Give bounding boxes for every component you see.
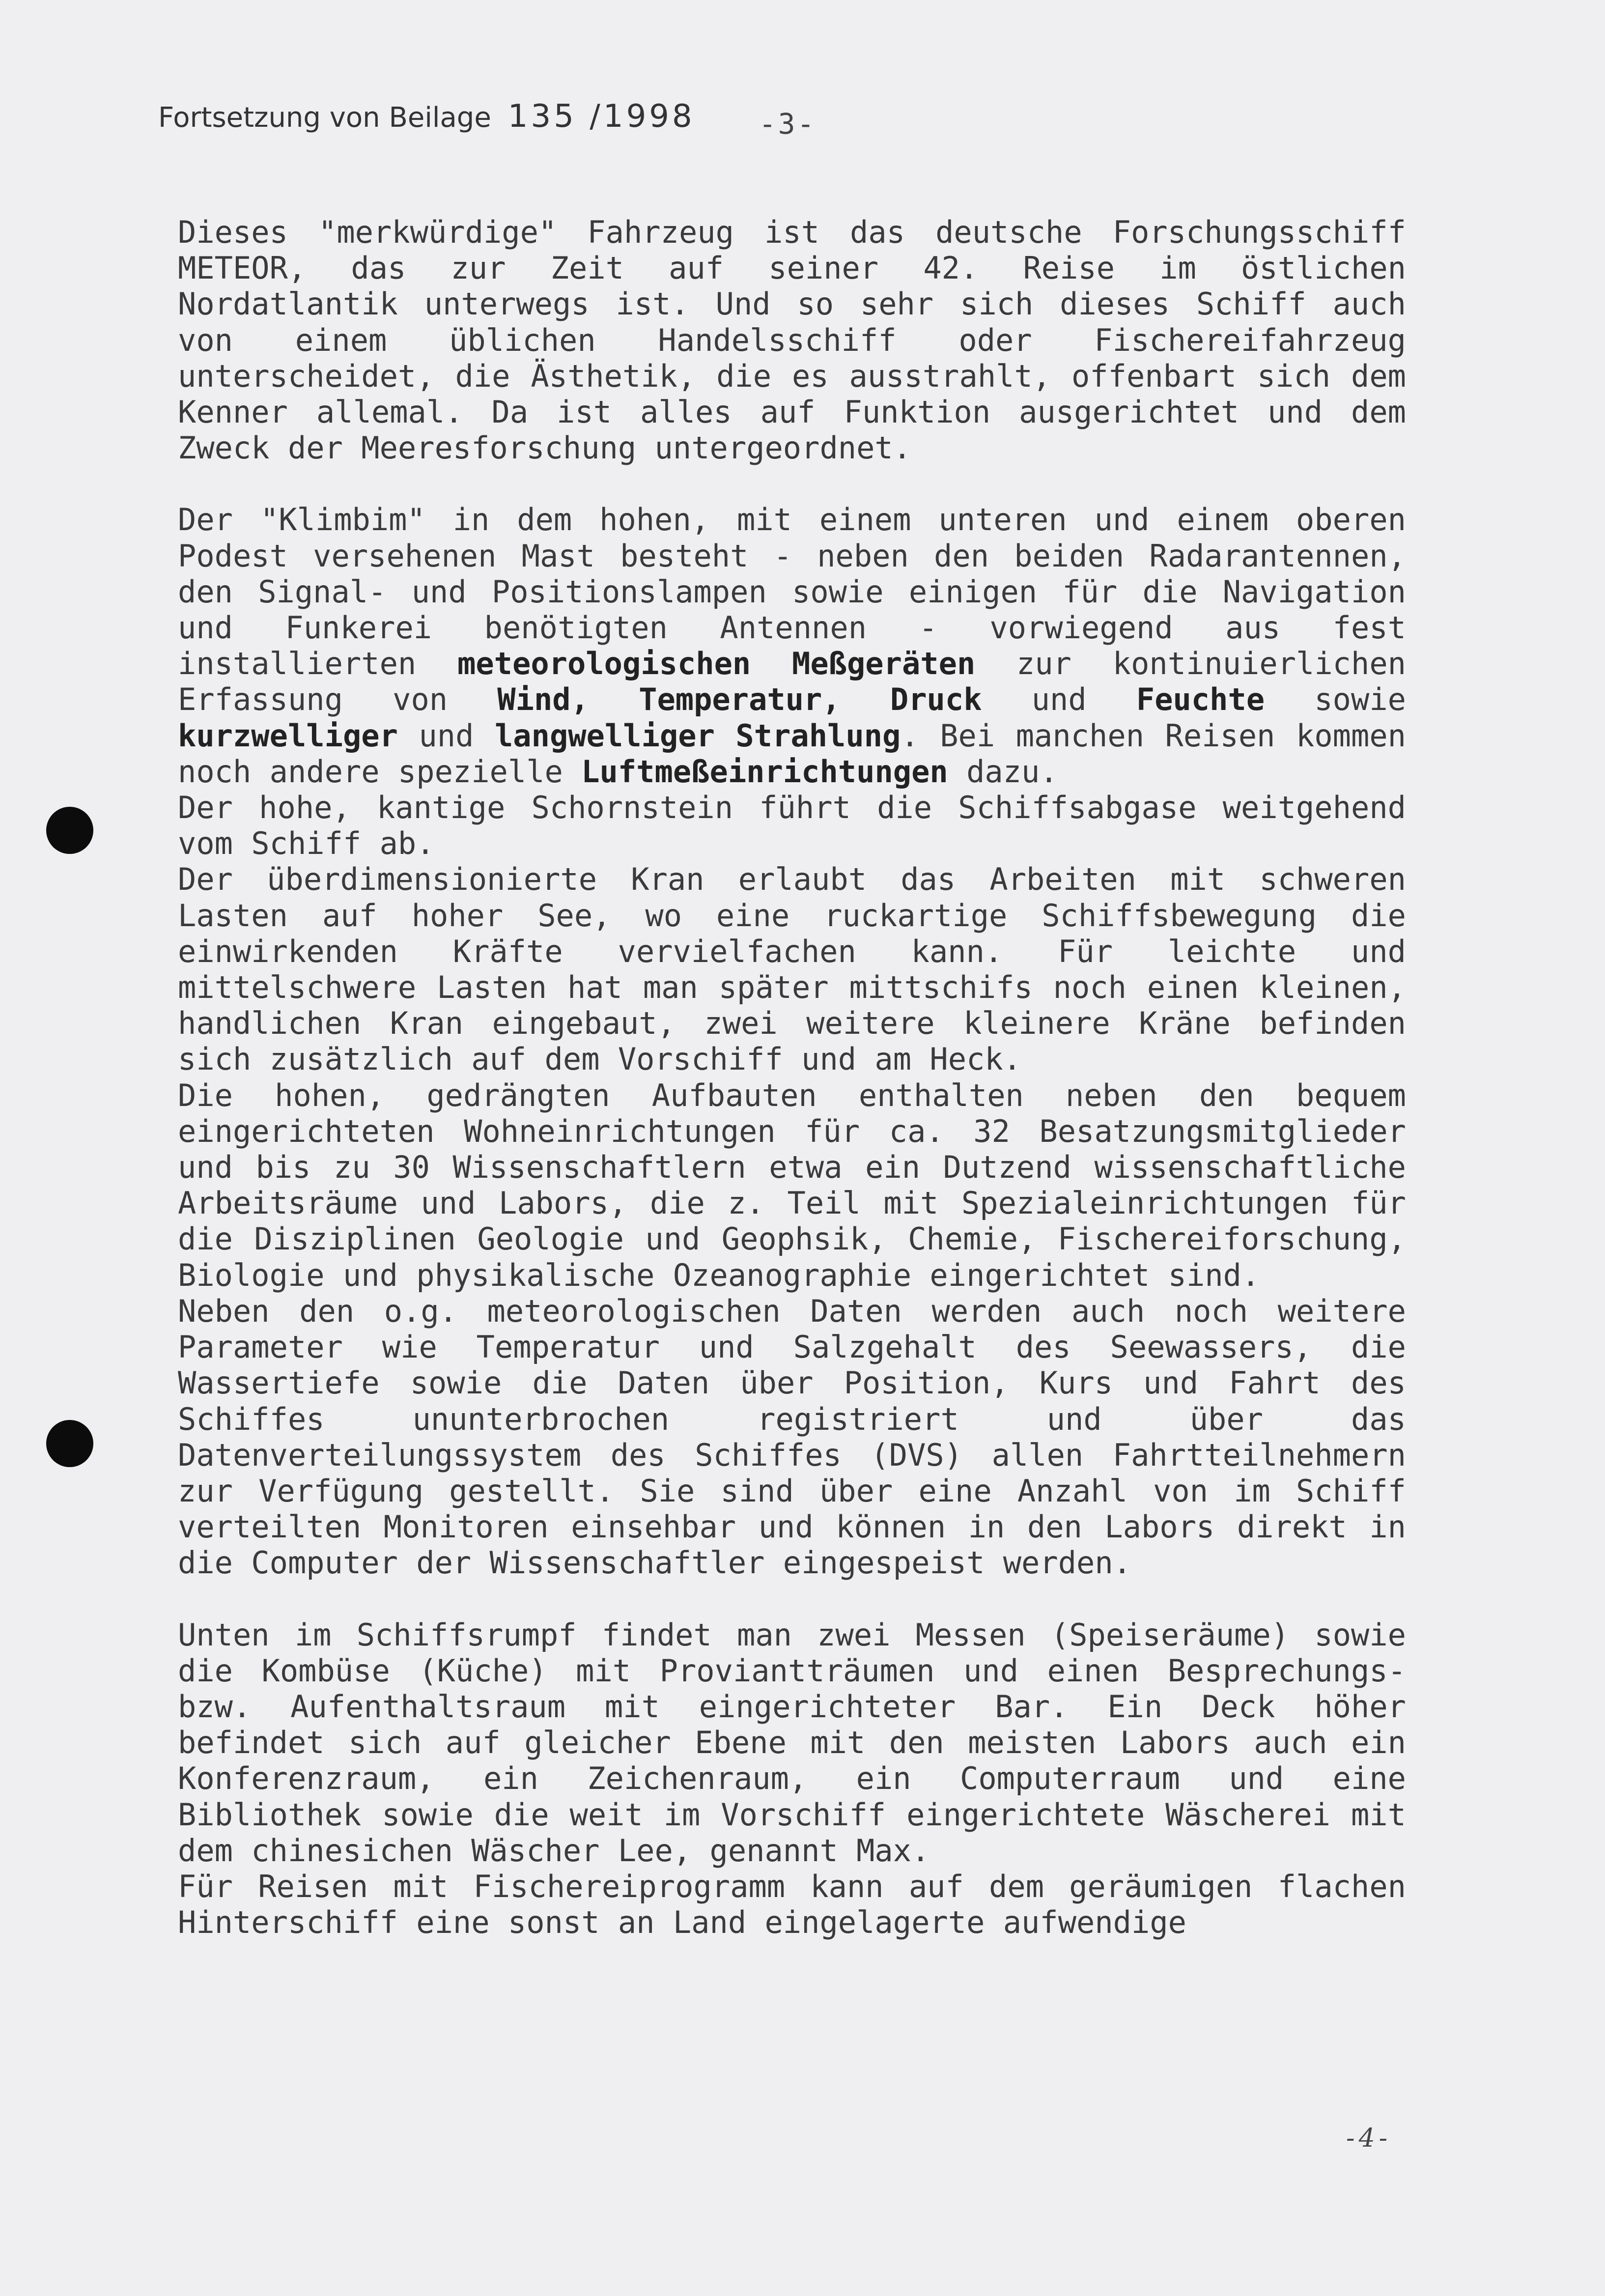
bold-term: Wind, Temperatur, Druck	[497, 681, 982, 718]
bold-term: Feuchte	[1136, 681, 1265, 718]
bold-term: langwelliger Strahlung	[494, 717, 901, 754]
header-attachment-number: 135 /1998	[507, 98, 695, 135]
paragraph	[178, 861, 1406, 1077]
text-run: Der "Klimbim" in dem hohen, mit einem unteren und einem oberen Podest versehenen Mast besteht - neben den beiden Radarantennen, den Signal- und Positionslampen sowie einigen für die Navigation und Funkerei benötigten Antennen - vorwiegend aus fest installierten	[178, 502, 1406, 682]
text-run: Für Reisen mit Fischereiprogramm kann auf dem geräumigen flachen Hinterschiff eine sonst an Land eingelagerte aufwendige	[178, 1868, 1406, 1941]
text-run: und	[397, 717, 495, 754]
paragraph	[178, 1293, 1406, 1581]
text-run: sowie	[1265, 681, 1406, 718]
text-run: dazu.	[948, 753, 1058, 790]
page-number: -3-	[759, 107, 817, 141]
page-header	[158, 98, 817, 141]
bold-term: Luftmeßeinrichtungen	[581, 753, 948, 790]
text-run: zur kontinuierlichen Erfassung von	[178, 646, 1406, 718]
punch-hole	[46, 807, 93, 854]
paragraph	[178, 214, 1406, 466]
text-run: Dieses "merkwürdige" Fahrzeug ist das deutsche Forschungsschiff METEOR, das zur Zeit auf seiner 42. Reise im östlichen Nordatlantik unterwegs ist. Und so sehr sich dieses Schiff auch von einem üblichen Handelsschiff oder Fischereifahrzeug unterscheidet, die Ästhetik, die es ausstrahlt, offenbart sich dem Kenner allemal. Da ist alles auf Funktion ausgerichtet und dem Zweck der Meeresforschung untergeordnet.	[178, 214, 1406, 466]
punch-hole	[46, 1420, 93, 1467]
text-run: Unten im Schiffsrumpf findet man zwei Messen (Speiseräume) sowie die Kombüse (Küche) mit Proviantträumen und einen Besprechungs- bzw. Aufenthaltsraum mit eingerichteter Bar. Ein Deck höher befindet sich auf gleicher Ebene mit den meisten Labors auch ein Konferenzraum, ein Zeichenraum, ein Computerraum und eine Bibliothek sowie die weit im Vorschiff eingerichtete Wäscherei mit dem chinesichen Wäscher Lee, genannt Max.	[178, 1616, 1406, 1869]
text-run: . Bei manchen Reisen kommen noch andere spezielle	[178, 717, 1406, 790]
paragraph	[178, 790, 1406, 861]
paragraph	[178, 502, 1406, 790]
text-run: Der überdimensionierte Kran erlaubt das Arbeiten mit schweren Lasten auf hoher See, wo eine ruckartige Schiffsbewegung die einwirkenden Kräfte vervielfachen kann. Für leichte und mittelschwere Lasten hat man später mittschifs noch einen kleinen, handlichen Kran eingebaut, zwei weitere kleinere Kräne befinden sich zusätzlich auf dem Vorschiff und am Heck.	[178, 861, 1406, 1077]
body-text	[178, 214, 1406, 1940]
text-run: Die hohen, gedrängten Aufbauten enthalten neben den bequem eingerichteten Wohneinrichtungen für ca. 32 Besatzungsmitglieder und bis zu 30 Wissenschaftlern etwa ein Dutzend wissenschaftliche Arbeitsräume und Labors, die z. Teil mit Spezialeinrichtungen für die Disziplinen Geologie und Geophsik, Chemie, Fischereiforschung, Biologie und physikalische Ozeanographie eingerichtet sind.	[178, 1077, 1406, 1293]
text-run: Neben den o.g. meteorologischen Daten werden auch noch weitere Parameter wie Temperatur und Salzgehalt des Seewassers, die Wassertiefe sowie die Daten über Position, Kurs und Fahrt des Schiffes ununterbrochen registriert und über das Datenverteilungssystem des Schiffes (DVS) allen Fahrtteilnehmern zur Verfügung gestellt. Sie sind über eine Anzahl von im Schiff verteilten Monitoren einsehbar und können in den Labors direkt in die Computer der Wissenschaftler eingespeist werden.	[178, 1293, 1406, 1581]
next-page-marker: -4-	[1346, 2124, 1392, 2153]
text-run: Der hohe, kantige Schornstein führt die Schiffsabgase weitgehend vom Schiff ab.	[178, 790, 1406, 862]
bold-term: meteorologischen Meßgeräten	[457, 646, 976, 682]
bold-term: kurzwelliger	[178, 717, 398, 754]
header-label: Fortsetzung von Beilage	[158, 102, 491, 134]
paragraph	[178, 1869, 1406, 1940]
text-run: und	[982, 681, 1136, 718]
paragraph	[178, 1617, 1406, 1869]
paragraph	[178, 1077, 1406, 1293]
